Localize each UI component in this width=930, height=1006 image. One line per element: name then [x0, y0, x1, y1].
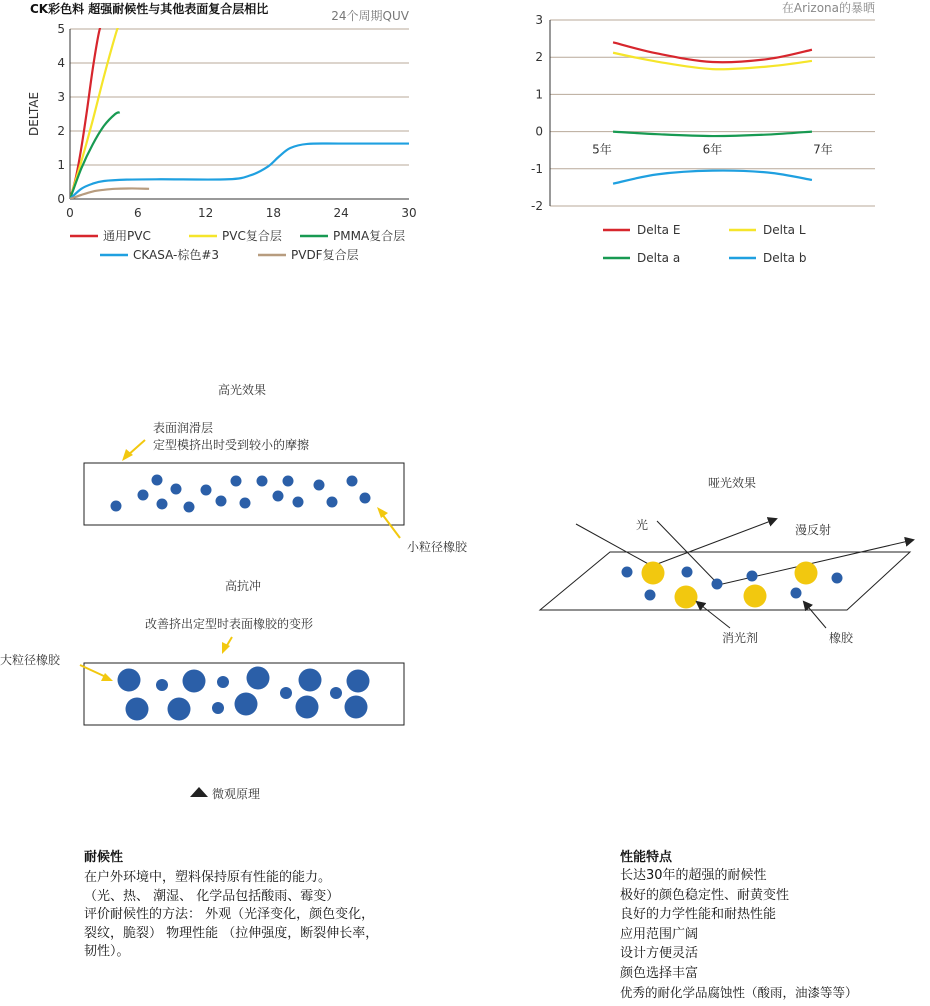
gloss-arrows	[122, 440, 400, 538]
chart1-legend-label: PVDF复合层	[291, 248, 359, 262]
gloss-title: 高光效果	[218, 383, 267, 397]
matte-agent-label: 消光剂	[722, 631, 759, 645]
weathering-line: 评价耐候性的方法： 外观（光泽变化，颜色变化，	[84, 907, 375, 922]
impact-dots	[118, 667, 370, 721]
matting-agent-dot	[795, 562, 818, 585]
chart1-subtitle: 24个周期QUV	[331, 9, 409, 23]
chart1-legend-label: PVC复合层	[222, 229, 282, 243]
rubber-dot	[240, 498, 251, 509]
matting-agent-dot	[675, 586, 698, 609]
triangle-icon	[190, 787, 208, 797]
rubber-dot	[111, 501, 122, 512]
weathering-line: 在户外环境中，塑料保持原有性能的能力。	[84, 870, 332, 885]
rubber-dot	[152, 475, 163, 486]
rubber-dot	[157, 499, 168, 510]
rubber-dot	[126, 698, 149, 721]
matting-agent-dot	[744, 585, 767, 608]
micro-caption: 微观原理	[212, 787, 261, 801]
rubber-dot	[747, 571, 758, 582]
rubber-dot	[347, 670, 370, 693]
rubber-dot	[168, 698, 191, 721]
chart2-xtick: 7年	[813, 142, 833, 157]
weathering-line: 裂纹，脆裂） 物理性能 （拉伸强度，断裂伸长率，	[84, 925, 379, 941]
chart1-xtick: 24	[333, 206, 349, 220]
rubber-dot	[791, 588, 802, 599]
impact-arrows	[80, 637, 232, 681]
impact-note: 改善挤出定型时表面橡胶的变形	[145, 617, 314, 631]
matte-rubber-label: 橡胶	[829, 631, 854, 645]
chart1-xtick: 6	[133, 206, 142, 220]
matting-agent-dot	[642, 562, 665, 585]
chart2-legend-label: Delta b	[763, 251, 807, 265]
matte-particles	[622, 562, 843, 609]
feature-line: 颜色选择丰富	[620, 965, 699, 981]
matte-title: 哑光效果	[708, 476, 757, 490]
chart1-legend-label: 通用PVC	[103, 229, 151, 243]
chart1-ytick: 5	[57, 22, 65, 36]
feature-line: 极好的颜色稳定性、耐黄变性	[620, 887, 790, 903]
weathering-line: （光、热、 潮湿、 化学品包括酸雨、霉变）	[84, 888, 340, 904]
chart1-xtick: 12	[197, 206, 214, 220]
rubber-pointer	[804, 602, 826, 628]
chart2-legend-label: Delta a	[637, 251, 681, 265]
rubber-dot	[299, 669, 322, 692]
rubber-dot	[330, 687, 342, 699]
matte-plane	[540, 552, 910, 610]
gloss-dots	[111, 475, 371, 513]
rubber-dot	[216, 496, 227, 507]
chart1-legend-label: CKASA-棕色#3	[133, 248, 220, 262]
rubber-dot	[118, 669, 141, 692]
agent-pointer	[697, 602, 730, 628]
weathering-section	[84, 846, 444, 962]
rubber-dot	[327, 497, 338, 508]
rubber-dot	[360, 493, 371, 504]
chart1-ytick: 3	[57, 90, 65, 104]
chart1-xtick: 0	[66, 206, 74, 220]
rubber-dot	[184, 502, 195, 513]
chart2-ytick: -1	[531, 161, 543, 176]
rubber-dot	[231, 476, 242, 487]
chart1-ytick: 4	[57, 56, 65, 70]
rubber-dot	[212, 702, 224, 714]
rubber-dot	[183, 670, 206, 693]
rubber-dot	[156, 679, 168, 691]
gloss-label: 小粒径橡胶	[407, 540, 468, 554]
chart2-ytick: 2	[535, 50, 543, 65]
rubber-dot	[347, 476, 358, 487]
chart2-legend-label: Delta E	[637, 223, 681, 237]
chart1-ytick: 0	[57, 192, 65, 206]
chart2-ytick: -2	[531, 199, 543, 213]
chart2-xtick: 5年	[592, 142, 612, 157]
rubber-dot	[296, 696, 319, 719]
impact-title: 高抗冲	[225, 579, 262, 593]
rubber-dot	[622, 567, 633, 578]
matte-diffuse-label: 漫反射	[795, 523, 832, 537]
feature-line: 设计方便灵活	[620, 946, 699, 961]
chart2-ytick: 3	[535, 13, 543, 27]
rubber-dot	[712, 579, 723, 590]
rubber-dot	[171, 484, 182, 495]
rubber-dot	[832, 573, 843, 584]
chart2-ytick: 1	[535, 87, 543, 102]
feature-line: 长达30年的超强的耐候性	[620, 868, 767, 883]
chart1-xtick: 30	[401, 206, 417, 220]
rubber-dot	[682, 567, 693, 578]
feature-line: 应用范围广阔	[620, 926, 699, 942]
rubber-dot	[217, 676, 229, 688]
rubber-dot	[273, 491, 284, 502]
rubber-dot	[293, 497, 304, 508]
rubber-dot	[645, 590, 656, 601]
rubber-dot	[314, 480, 325, 491]
chart1-ytick: 1	[57, 158, 65, 172]
chart1-title: CK彩色料 超强耐候性与其他表面复合层相比	[30, 2, 269, 16]
gloss-box	[84, 463, 404, 525]
weathering-title: 耐候性	[84, 850, 124, 865]
rubber-dot	[280, 687, 292, 699]
rubber-dot	[235, 693, 258, 716]
chart1-ytick: 2	[57, 124, 65, 138]
gloss-note-1: 表面润滑层	[153, 421, 214, 435]
feature-line: 良好的力学性能和耐热性能	[620, 907, 777, 922]
rubber-dot	[345, 696, 368, 719]
matte-light-label: 光	[636, 518, 649, 532]
chart1-ylabel: DELTAE	[27, 91, 41, 137]
chart2-legend-label: Delta L	[763, 223, 806, 237]
features-section	[620, 846, 925, 1003]
rubber-dot	[283, 476, 294, 487]
weathering-line: 韧性）。	[84, 944, 130, 959]
rubber-dot	[201, 485, 212, 496]
impact-label: 大粒径橡胶	[0, 653, 61, 667]
chart2-xtick: 6年	[702, 142, 723, 157]
rubber-dot	[247, 667, 270, 690]
gloss-note-2: 定型模挤出时受到较小的摩擦	[153, 438, 310, 452]
rubber-dot	[257, 476, 268, 487]
feature-line: 优秀的耐化学品腐蚀性（酸雨，油漆等等）	[620, 985, 858, 1000]
chart1-xtick: 18	[265, 206, 282, 220]
features-title: 性能特点	[620, 850, 673, 865]
rubber-dot	[138, 490, 149, 501]
chart2-ytick: 0	[535, 124, 543, 139]
chart2-title: 在Arizona的暴晒	[781, 1, 875, 15]
chart1-legend-label: PMMA复合层	[333, 229, 406, 243]
